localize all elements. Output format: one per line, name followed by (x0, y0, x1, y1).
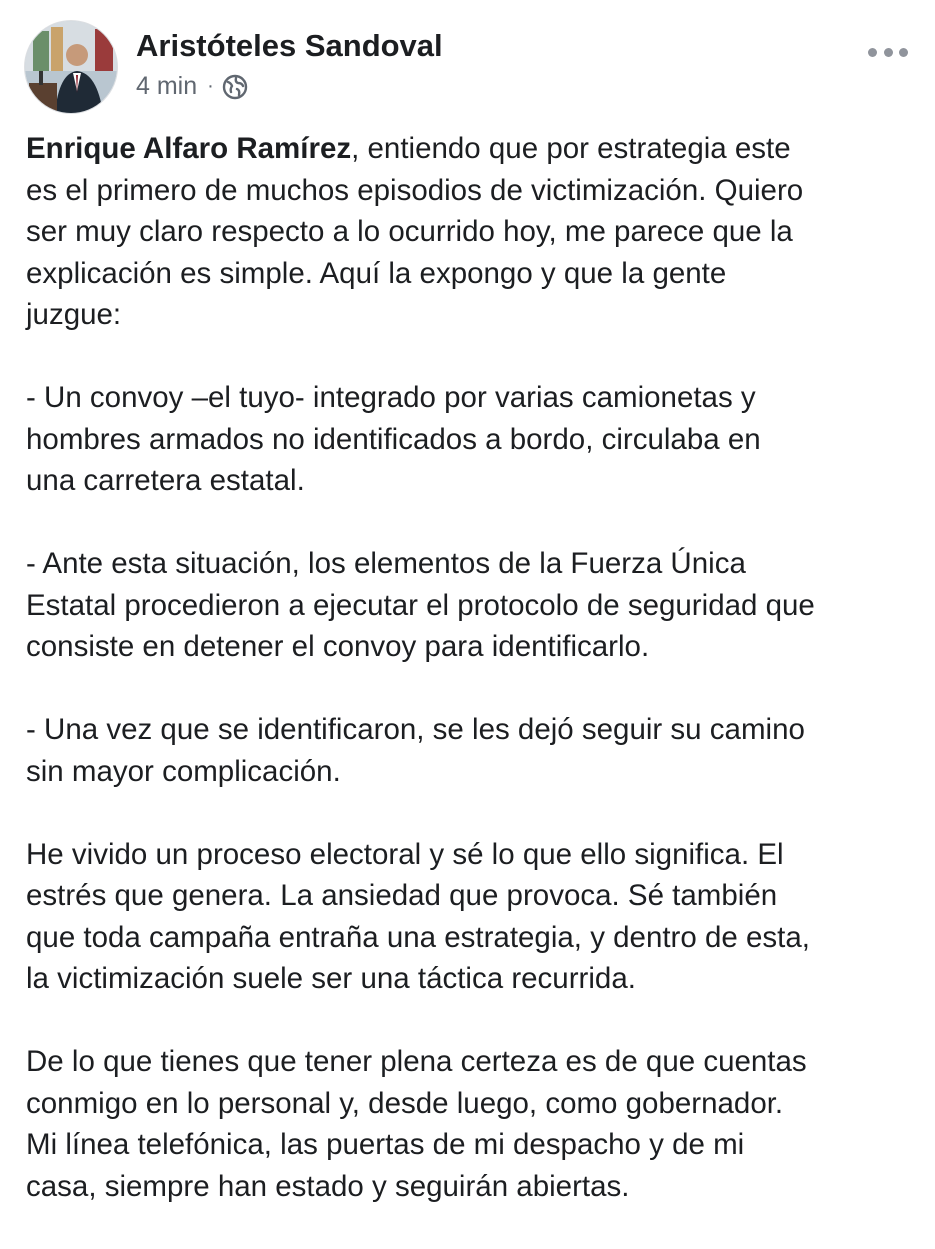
post-line: que toda campaña entraña una estrategia, y dentro de esta, (26, 920, 810, 954)
post-line: He vivido un proceso electoral y sé lo que ello significa. El (26, 837, 784, 871)
post-meta (136, 72, 248, 101)
post-line: es el primero de muchos episodios de victimización. Quiero (26, 173, 804, 207)
more-options-icon[interactable] (868, 38, 908, 66)
post-line: sin mayor complicación. (26, 754, 341, 788)
post-line: casa, siempre han estado y seguirán abiertas. (26, 1169, 630, 1203)
post-line: una carretera estatal. (26, 464, 305, 497)
post-line: - Una vez que se identificaron, se les dejó seguir su camino (26, 713, 805, 746)
mention-link[interactable]: Enrique Alfaro Ramírez (26, 132, 352, 165)
post-line: estrés que genera. La ansiedad que provoca. Sé también (26, 879, 778, 912)
post-line: consiste en detener el convoy para identificarlo. (26, 630, 650, 663)
post-line: Enrique Alfaro Ramírez, entiendo que por estrategia este (26, 132, 791, 165)
post-paragraph (26, 1041, 916, 1207)
post-line: ser muy claro respecto a lo ocurrido hoy, me parece que la (26, 215, 793, 248)
post-line: hombres armados no identificados a bordo, circulaba en (26, 422, 761, 456)
more-dot (899, 48, 908, 57)
post-body (26, 128, 916, 1249)
post-header (24, 20, 914, 120)
post-timestamp[interactable]: 4 min (136, 72, 198, 100)
author-name[interactable]: Aristóteles Sandoval (136, 28, 443, 63)
avatar-image (25, 21, 117, 113)
post-line: explicación es simple. Aquí la expongo y que la gente (26, 256, 727, 290)
post-line: - Ante esta situación, los elementos de la Fuerza Única (26, 547, 746, 580)
more-dot (884, 48, 893, 57)
post-line: conmigo en lo personal y, desde luego, como gobernador. (26, 1086, 784, 1120)
globe-icon[interactable] (222, 74, 248, 100)
post-paragraph (26, 709, 916, 792)
post-paragraph (26, 377, 916, 502)
post-paragraph (26, 128, 916, 336)
post-paragraph (26, 543, 916, 668)
avatar[interactable] (24, 20, 118, 114)
post-paragraph (26, 834, 916, 1000)
post-line: Mi línea telefónica, las puertas de mi despacho y de mi (26, 1128, 745, 1161)
post-line: Estatal procedieron a ejecutar el protocolo de seguridad que (26, 588, 815, 622)
post-line: De lo que tienes que tener plena certeza es de que cuentas (26, 1045, 807, 1078)
post-line: la victimización suele ser una táctica recurrida. (26, 962, 636, 995)
meta-separator: · (207, 75, 214, 97)
more-dot (868, 48, 877, 57)
post-line: - Un convoy –el tuyo- integrado por varias camionetas y (26, 381, 756, 414)
post-line: juzgue: (26, 298, 122, 331)
